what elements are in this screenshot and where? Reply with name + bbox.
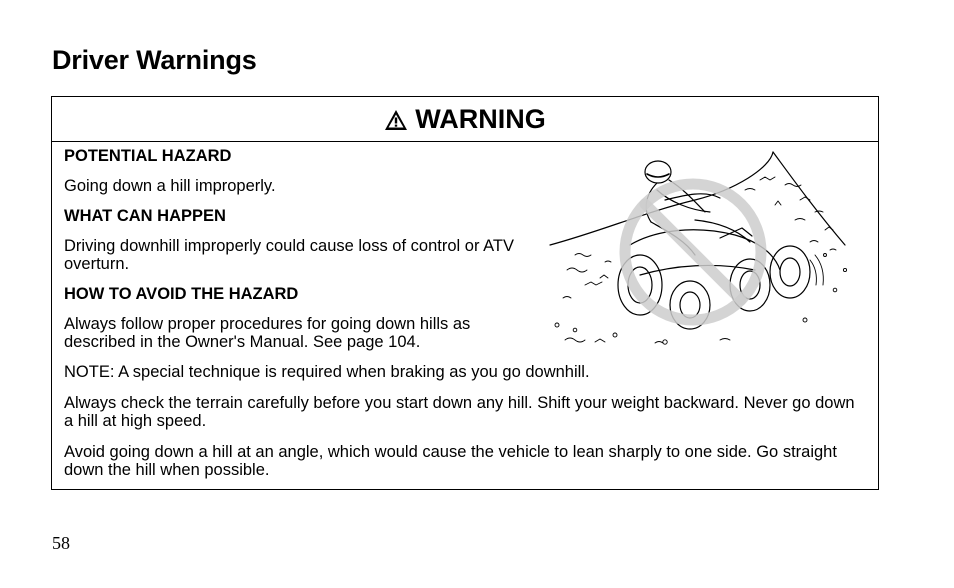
warning-title: WARNING [415,104,546,134]
warning-header [52,97,878,142]
how-to-avoid-text: Always follow proper procedures for going down hills as described in the Owner's Manual. See page 104. [64,315,471,351]
angle-paragraph: Avoid going down a hill at an angle, which would cause the vehicle to lean sharply to one side. Go straight down the hill when possible. [64,443,837,479]
warning-triangle-icon [384,109,408,131]
potential-hazard-heading: POTENTIAL HAZARD [64,147,232,165]
how-to-avoid-heading: HOW TO AVOID THE HAZARD [64,285,299,303]
page-title: Driver Warnings [52,45,257,75]
potential-hazard-text: Going down a hill improperly. [64,177,276,195]
atv-downhill-prohibited-icon [545,150,855,355]
what-can-happen-text: Driving downhill improperly could cause loss of control or ATV overturn. [64,237,514,273]
page-number: 58 [52,533,70,553]
terrain-paragraph: Always check the terrain carefully before you start down any hill. Shift your weight backward. Never go down a hill at high speed. [64,394,855,430]
what-can-happen-heading: WHAT CAN HAPPEN [64,207,226,225]
braking-note: NOTE: A special technique is required when braking as you go downhill. [64,363,590,381]
